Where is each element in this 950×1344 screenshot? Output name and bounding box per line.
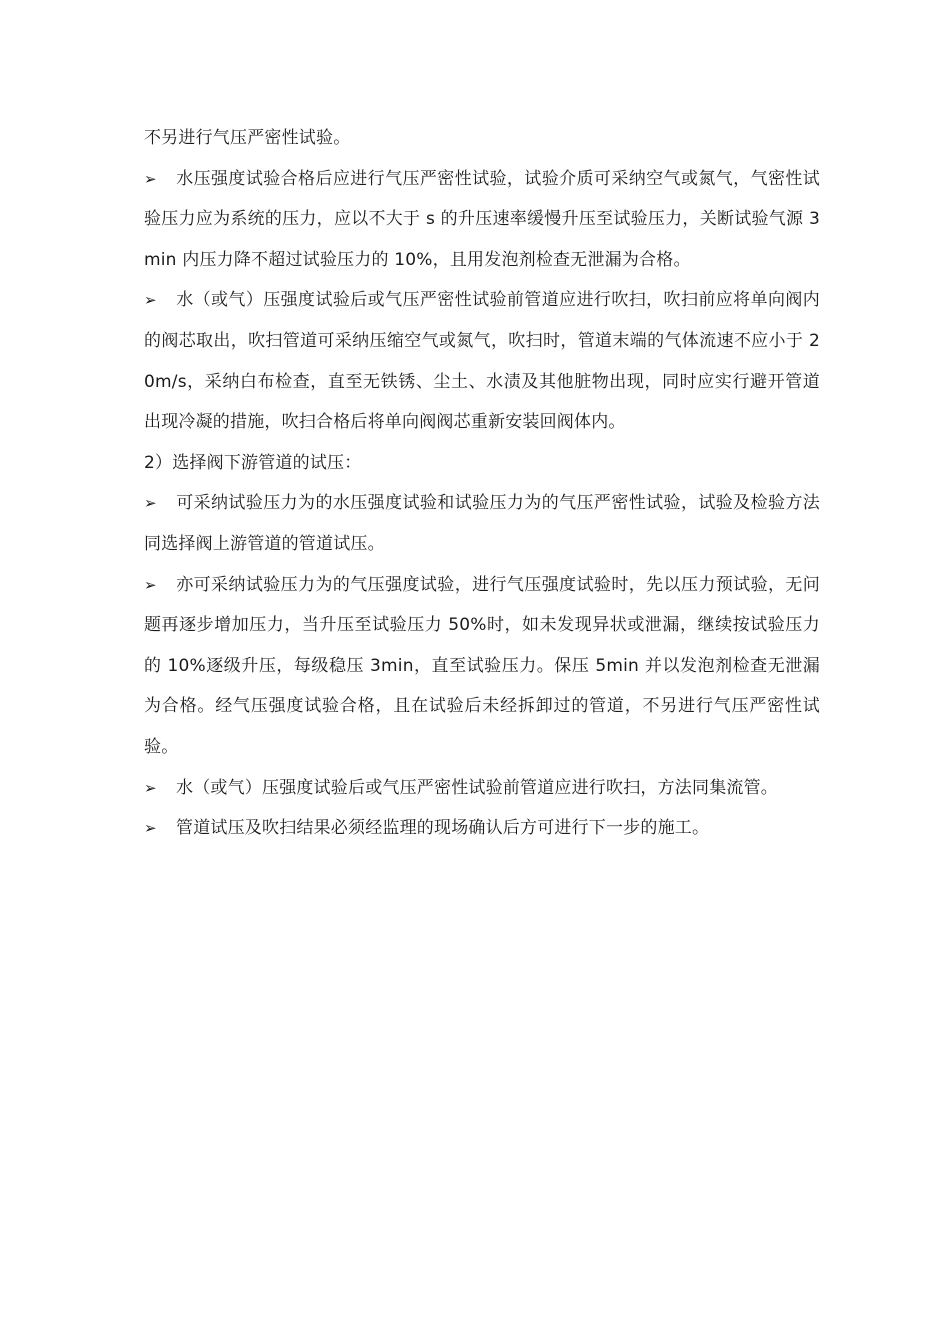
arrow-bullet-icon: ➢ <box>144 778 157 797</box>
bullet-paragraph-5 <box>144 483 820 564</box>
paragraph-text: 亦可采纳试验压力为的气压强度试验，进行气压强度试验时，先以压力预试验，无问题再逐步增加压力，当升压至试验压力 50%时，如未发现异状或泄漏，继续按试验压力的 10%逐级升压，每级稳压 3min，直至试验压力。保压 5min 并以发泡剂检查无泄漏为合格。经气压强度试验合格，且在试验后未经拆卸过的管道，不另进行气压严密性试验。 <box>144 574 820 757</box>
bullet-paragraph-3 <box>144 280 820 442</box>
arrow-bullet-icon: ➢ <box>144 575 157 594</box>
bullet-paragraph-7 <box>144 768 820 809</box>
paragraph-text: 水压强度试验合格后应进行气压严密性试验，试验介质可采纳空气或氮气，气密性试验压力应为系统的压力，应以不大于 s 的升压速率缓慢升压至试验压力，关断试验气源 3min 内压力降不超过试验压力的 10%，且用发泡剂检查无泄漏为合格。 <box>144 168 820 270</box>
paragraph-text: 不另进行气压严密性试验。 <box>144 128 351 148</box>
paragraph-text: 水（或气）压强度试验后或气压严密性试验前管道应进行吹扫，方法同集流管。 <box>176 777 778 798</box>
paragraph-1 <box>144 118 820 159</box>
bullet-paragraph-6 <box>144 565 820 768</box>
paragraph-text: 2）选择阀下游管道的试压： <box>144 452 362 473</box>
bullet-paragraph-2 <box>144 159 820 281</box>
arrow-bullet-icon: ➢ <box>144 169 157 188</box>
document-body <box>144 118 820 849</box>
paragraph-text: 水（或气）压强度试验后或气压严密性试验前管道应进行吹扫，吹扫前应将单向阀内的阀芯取出，吹扫管道可采纳压缩空气或氮气，吹扫时，管道末端的气体流速不应小于 20m/s，采纳白布检查，直至无铁锈、尘土、水渍及其他脏物出现，同时应实行避开管道出现冷凝的措施，吹扫合格后将单向阀阀芯重新安装回阀体内。 <box>144 290 820 433</box>
arrow-bullet-icon: ➢ <box>144 494 157 513</box>
paragraph-text: 可采纳试验压力为的水压强度试验和试验压力为的气压严密性试验，试验及检验方法同选择阀上游管道的管道试压。 <box>144 493 820 554</box>
bullet-paragraph-8 <box>144 808 820 849</box>
arrow-bullet-icon: ➢ <box>144 819 157 838</box>
paragraph-text: 管道试压及吹扫结果必须经监理的现场确认后方可进行下一步的施工。 <box>176 818 710 839</box>
section-heading <box>144 443 820 484</box>
arrow-bullet-icon: ➢ <box>144 291 157 310</box>
